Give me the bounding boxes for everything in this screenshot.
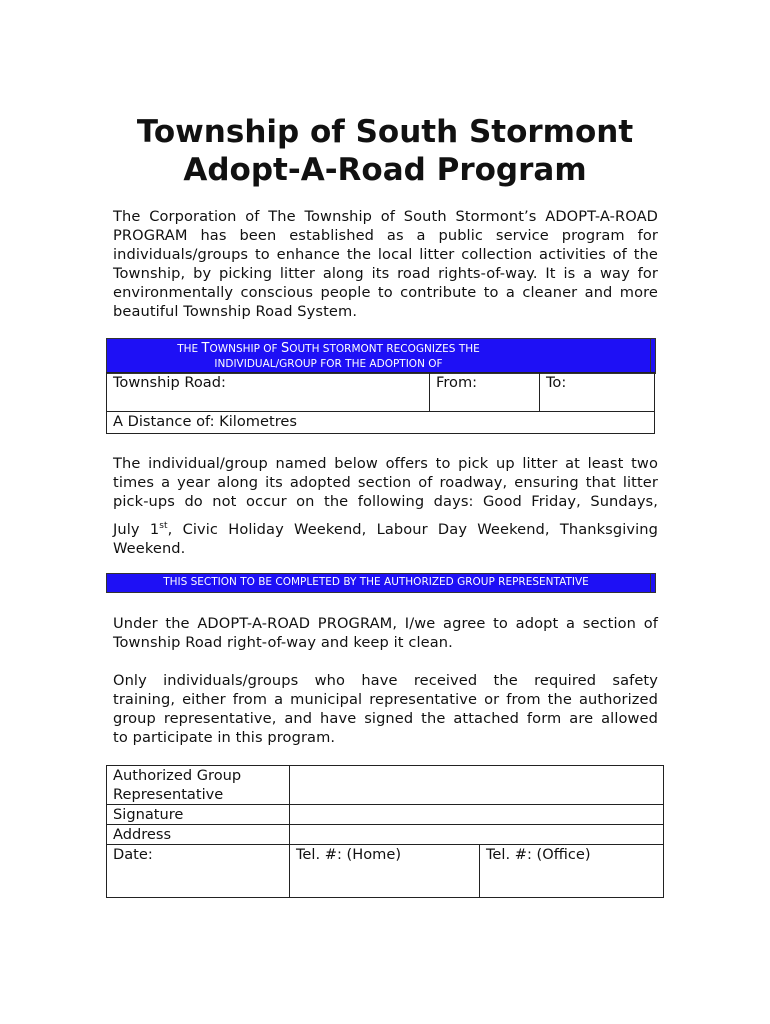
pickup-line: times a year along its adopted section of roadway, ensuring that litter xyxy=(113,474,658,491)
pickup-superscript: st xyxy=(159,521,168,531)
address-label: Address xyxy=(113,826,172,843)
rep-name-field[interactable] xyxy=(290,766,664,805)
pickup-line: The individual/group named below offers to pick up litter at least two xyxy=(113,455,658,472)
pickup-text: , Civic Holiday Weekend, Labour Day Weekend, Thanksgiving xyxy=(167,520,658,538)
date-field[interactable] xyxy=(107,845,290,898)
recognition-band xyxy=(106,338,656,374)
tel-office-field[interactable] xyxy=(480,845,664,898)
road-table xyxy=(106,372,655,434)
from-label: From: xyxy=(436,374,478,391)
to-label: To: xyxy=(546,374,567,391)
title-line-1: Township of South Stormont xyxy=(136,114,634,150)
training-line: to participate in this program. xyxy=(113,729,336,746)
intro-paragraph xyxy=(113,207,658,321)
intro-line: PROGRAM has been established as a public service program for xyxy=(113,227,658,244)
distance-label: A Distance of: Kilometres xyxy=(113,413,297,430)
to-field[interactable] xyxy=(540,373,655,412)
pickup-line-4 xyxy=(113,517,658,539)
tel-home-field[interactable] xyxy=(290,845,480,898)
intro-line: environmentally conscious people to contribute to a cleaner and more xyxy=(113,284,658,301)
recognition-band-line-1 xyxy=(107,339,655,357)
training-line: group representative, and have signed the attached form are allowed xyxy=(113,710,658,727)
band-text: OUTH STORMONT RECOGNIZES THE xyxy=(289,343,480,355)
signature-field[interactable] xyxy=(290,805,664,825)
signature-label: Signature xyxy=(113,806,184,823)
agree-line: Under the ADOPT-A-ROAD PROGRAM, I/we agree to adopt a section of xyxy=(113,615,658,632)
agree-paragraph xyxy=(113,614,658,652)
address-label-cell xyxy=(107,825,290,845)
pickup-text: July 1 xyxy=(113,520,160,538)
pickup-paragraph xyxy=(113,454,658,558)
intro-line: Township, by picking litter along its road rights-of-way. It is a way for xyxy=(113,265,658,282)
pickup-line: Weekend. xyxy=(113,539,186,557)
training-paragraph xyxy=(113,671,658,747)
distance-field[interactable] xyxy=(107,412,655,434)
band-text: OWNSHIP OF xyxy=(209,343,281,355)
address-field[interactable] xyxy=(290,825,664,845)
band-text: S xyxy=(280,341,290,356)
signature-label-cell xyxy=(107,805,290,825)
township-road-field[interactable] xyxy=(107,373,430,412)
band-text: T xyxy=(201,341,210,356)
intro-line: The Corporation of The Township of South Stormont’s ADOPT-A-ROAD xyxy=(113,208,658,225)
tel-office-label: Tel. #: (Office) xyxy=(486,846,591,863)
title-line-2: Adopt-A-Road Program xyxy=(183,152,587,188)
rep-label-line-1: Authorized Group xyxy=(113,767,242,784)
pickup-line: pick-ups do not occur on the following days: Good Friday, Sundays, xyxy=(113,493,658,510)
section-band-text: THIS SECTION TO BE COMPLETED BY THE AUTHORIZED GROUP REPRESENTATIVE xyxy=(163,576,589,588)
section-band xyxy=(106,573,656,593)
band-divider xyxy=(650,574,651,592)
date-label: Date: xyxy=(113,846,153,863)
training-line: Only individuals/groups who have received the required safety xyxy=(113,672,658,689)
signature-table xyxy=(106,765,664,898)
training-line: training, either from a municipal representative or from the authorized xyxy=(113,691,658,708)
intro-line: beautiful Township Road System. xyxy=(113,303,358,320)
recognition-band-line-2: INDIVIDUAL/GROUP FOR THE ADOPTION OF xyxy=(214,358,443,370)
page-title xyxy=(0,113,770,189)
rep-label-cell xyxy=(107,766,290,805)
intro-line: individuals/groups to enhance the local litter collection activities of the xyxy=(113,246,658,263)
from-field[interactable] xyxy=(430,373,540,412)
rep-label-line-2: Representative xyxy=(113,786,224,803)
tel-home-label: Tel. #: (Home) xyxy=(296,846,402,863)
agree-line: Township Road right-of-way and keep it clean. xyxy=(113,634,453,651)
band-divider xyxy=(650,339,651,373)
band-text: THE xyxy=(177,343,202,355)
township-road-label: Township Road: xyxy=(113,374,226,391)
